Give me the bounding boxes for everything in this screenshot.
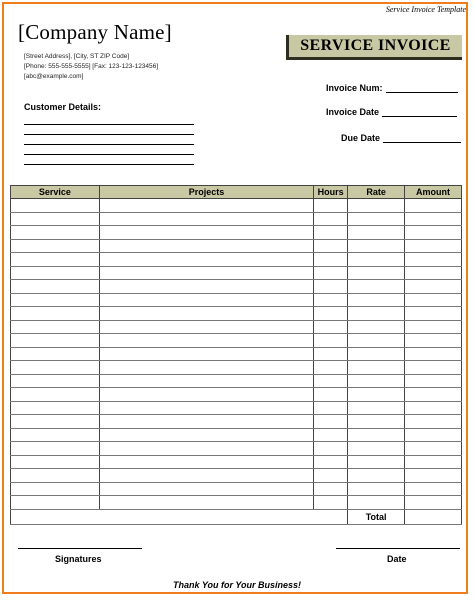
table-cell[interactable] <box>99 347 313 361</box>
column-header-amount: Amount <box>405 186 462 199</box>
table-cell[interactable] <box>314 496 348 510</box>
table-body <box>11 199 462 510</box>
table-cell[interactable] <box>11 401 100 415</box>
table-row <box>11 401 462 415</box>
table-cell[interactable] <box>11 266 100 280</box>
table-cell[interactable] <box>314 239 348 253</box>
table-cell[interactable] <box>314 482 348 496</box>
table-cell[interactable] <box>405 199 462 213</box>
table-cell[interactable] <box>314 388 348 402</box>
table-cell[interactable] <box>348 253 405 267</box>
total-spacer <box>11 509 100 524</box>
signature-line[interactable] <box>18 548 142 549</box>
table-cell[interactable] <box>405 253 462 267</box>
table-cell[interactable] <box>314 334 348 348</box>
table-cell[interactable] <box>99 401 313 415</box>
table-cell[interactable] <box>405 374 462 388</box>
table-cell[interactable] <box>11 280 100 294</box>
table-cell[interactable] <box>11 442 100 456</box>
table-cell[interactable] <box>405 482 462 496</box>
address-line: [Street Address], [City, ST ZIP Code] <box>24 53 130 60</box>
table-cell[interactable] <box>11 320 100 334</box>
table-cell[interactable] <box>11 469 100 483</box>
table-cell[interactable] <box>314 469 348 483</box>
table-row <box>11 469 462 483</box>
table-cell[interactable] <box>348 442 405 456</box>
table-cell[interactable] <box>314 266 348 280</box>
table-cell[interactable] <box>99 226 313 240</box>
table-cell[interactable] <box>99 415 313 429</box>
table-cell[interactable] <box>11 496 100 510</box>
total-row <box>11 509 462 524</box>
table-cell[interactable] <box>99 253 313 267</box>
contact-line: [Phone: 555-555-5555] [Fax: 123-123-123456] <box>24 63 159 70</box>
table-cell[interactable] <box>405 226 462 240</box>
table-cell[interactable] <box>405 415 462 429</box>
customer-details-label: Customer Details: <box>24 102 102 112</box>
table-cell[interactable] <box>11 428 100 442</box>
table-cell[interactable] <box>99 388 313 402</box>
table-cell[interactable] <box>405 361 462 375</box>
date-label: Date <box>387 554 407 564</box>
table-cell[interactable] <box>99 280 313 294</box>
customer-line[interactable] <box>24 164 194 165</box>
table-cell[interactable] <box>348 334 405 348</box>
table-row <box>11 428 462 442</box>
table-cell[interactable] <box>314 199 348 213</box>
signatures-label: Signatures <box>55 554 102 564</box>
table-cell[interactable] <box>99 482 313 496</box>
table-cell[interactable] <box>348 361 405 375</box>
table-row <box>11 442 462 456</box>
table-cell[interactable] <box>314 401 348 415</box>
table-cell[interactable] <box>11 239 100 253</box>
table-cell[interactable] <box>314 226 348 240</box>
table-row <box>11 334 462 348</box>
invoice-title: SERVICE INVOICE <box>286 35 462 60</box>
column-header-hours: Hours <box>314 186 348 199</box>
customer-line[interactable] <box>24 124 194 125</box>
table-cell[interactable] <box>405 388 462 402</box>
table-row <box>11 212 462 226</box>
table-cell[interactable] <box>11 212 100 226</box>
table-cell[interactable] <box>11 374 100 388</box>
table-row <box>11 226 462 240</box>
column-header-rate: Rate <box>348 186 405 199</box>
table-cell[interactable] <box>348 280 405 294</box>
table-cell[interactable] <box>405 320 462 334</box>
table-cell[interactable] <box>348 388 405 402</box>
table-cell[interactable] <box>314 280 348 294</box>
table-cell[interactable] <box>99 334 313 348</box>
table-cell[interactable] <box>99 266 313 280</box>
table-cell[interactable] <box>314 361 348 375</box>
total-label: Total <box>348 509 405 524</box>
table-cell[interactable] <box>348 455 405 469</box>
invoice-number-field[interactable] <box>386 84 458 93</box>
service-items-table <box>10 185 462 525</box>
table-cell[interactable] <box>314 347 348 361</box>
table-cell[interactable] <box>348 226 405 240</box>
table-cell[interactable] <box>314 415 348 429</box>
table-row <box>11 415 462 429</box>
date-line[interactable] <box>336 548 460 549</box>
table-cell[interactable] <box>348 212 405 226</box>
table-cell[interactable] <box>11 226 100 240</box>
table-cell[interactable] <box>99 239 313 253</box>
table-cell[interactable] <box>405 347 462 361</box>
invoice-date-label: Invoice Date <box>326 107 380 117</box>
email-line: [abc@example.com] <box>24 73 84 80</box>
table-cell[interactable] <box>405 307 462 321</box>
due-date-row <box>341 133 461 143</box>
table-cell[interactable] <box>405 428 462 442</box>
total-spacer <box>99 509 313 524</box>
table-cell[interactable] <box>99 455 313 469</box>
column-header-service: Service <box>11 186 100 199</box>
table-row <box>11 320 462 334</box>
table-cell[interactable] <box>348 239 405 253</box>
table-cell[interactable] <box>11 482 100 496</box>
table-cell[interactable] <box>405 266 462 280</box>
table-cell[interactable] <box>405 455 462 469</box>
table-cell[interactable] <box>314 253 348 267</box>
table-cell[interactable] <box>11 199 100 213</box>
table-cell[interactable] <box>405 442 462 456</box>
invoice-number-label: Invoice Num: <box>326 83 383 93</box>
thank-you-note: Thank You for Your Business! <box>172 580 302 590</box>
table-cell[interactable] <box>11 361 100 375</box>
table-cell[interactable] <box>314 307 348 321</box>
table-cell[interactable] <box>99 307 313 321</box>
table-cell[interactable] <box>348 496 405 510</box>
table-cell[interactable] <box>314 442 348 456</box>
invoice-number-row <box>326 83 458 93</box>
table-cell[interactable] <box>405 469 462 483</box>
table-cell[interactable] <box>405 496 462 510</box>
customer-line[interactable] <box>24 144 194 145</box>
table-cell[interactable] <box>348 347 405 361</box>
table-cell[interactable] <box>348 415 405 429</box>
table-cell[interactable] <box>314 320 348 334</box>
customer-line[interactable] <box>24 154 194 155</box>
table-cell[interactable] <box>11 388 100 402</box>
company-name: [Company Name] <box>18 20 172 44</box>
table-cell[interactable] <box>348 307 405 321</box>
table-cell[interactable] <box>11 334 100 348</box>
table-cell[interactable] <box>11 415 100 429</box>
table-cell[interactable] <box>99 428 313 442</box>
table-cell[interactable] <box>405 239 462 253</box>
total-spacer <box>314 509 348 524</box>
table-cell[interactable] <box>99 361 313 375</box>
table-row <box>11 482 462 496</box>
table-cell[interactable] <box>348 320 405 334</box>
table-cell[interactable] <box>348 469 405 483</box>
table-row <box>11 307 462 321</box>
customer-line[interactable] <box>24 134 194 135</box>
table-cell[interactable] <box>99 212 313 226</box>
invoice-date-row <box>326 107 457 117</box>
table-cell[interactable] <box>99 469 313 483</box>
table-cell[interactable] <box>11 455 100 469</box>
table-row <box>11 388 462 402</box>
table-row <box>11 253 462 267</box>
table-cell[interactable] <box>348 482 405 496</box>
table-row <box>11 455 462 469</box>
table-cell[interactable] <box>99 293 313 307</box>
table-row <box>11 347 462 361</box>
due-date-label: Due Date <box>341 133 381 143</box>
table-cell[interactable] <box>11 253 100 267</box>
table-row <box>11 361 462 375</box>
table-cell[interactable] <box>405 293 462 307</box>
table-cell[interactable] <box>11 293 100 307</box>
table-cell[interactable] <box>348 401 405 415</box>
table-cell[interactable] <box>348 293 405 307</box>
table-cell[interactable] <box>314 293 348 307</box>
table-cell[interactable] <box>348 199 405 213</box>
table-cell[interactable] <box>348 428 405 442</box>
table-cell[interactable] <box>314 212 348 226</box>
table-cell[interactable] <box>99 374 313 388</box>
table-cell[interactable] <box>405 334 462 348</box>
table-cell[interactable] <box>405 401 462 415</box>
table-cell[interactable] <box>11 307 100 321</box>
table-cell[interactable] <box>99 199 313 213</box>
table-cell[interactable] <box>405 212 462 226</box>
table-cell[interactable] <box>348 374 405 388</box>
table-cell[interactable] <box>99 496 313 510</box>
table-cell[interactable] <box>99 320 313 334</box>
table-cell[interactable] <box>99 442 313 456</box>
invoice-date-field[interactable] <box>382 108 457 117</box>
table-cell[interactable] <box>11 347 100 361</box>
table-row <box>11 199 462 213</box>
table-cell[interactable] <box>348 266 405 280</box>
table-row <box>11 239 462 253</box>
due-date-field[interactable] <box>383 134 461 143</box>
table-cell[interactable] <box>314 455 348 469</box>
total-amount-cell[interactable] <box>405 509 462 524</box>
table-row <box>11 374 462 388</box>
table-cell[interactable] <box>314 428 348 442</box>
table-cell[interactable] <box>314 374 348 388</box>
table-row <box>11 280 462 294</box>
column-header-projects: Projects <box>99 186 313 199</box>
table-row <box>11 496 462 510</box>
table-row <box>11 266 462 280</box>
table-cell[interactable] <box>405 280 462 294</box>
template-label: Service Invoice Template <box>385 5 466 14</box>
table-row <box>11 293 462 307</box>
table-header-row <box>11 186 462 199</box>
